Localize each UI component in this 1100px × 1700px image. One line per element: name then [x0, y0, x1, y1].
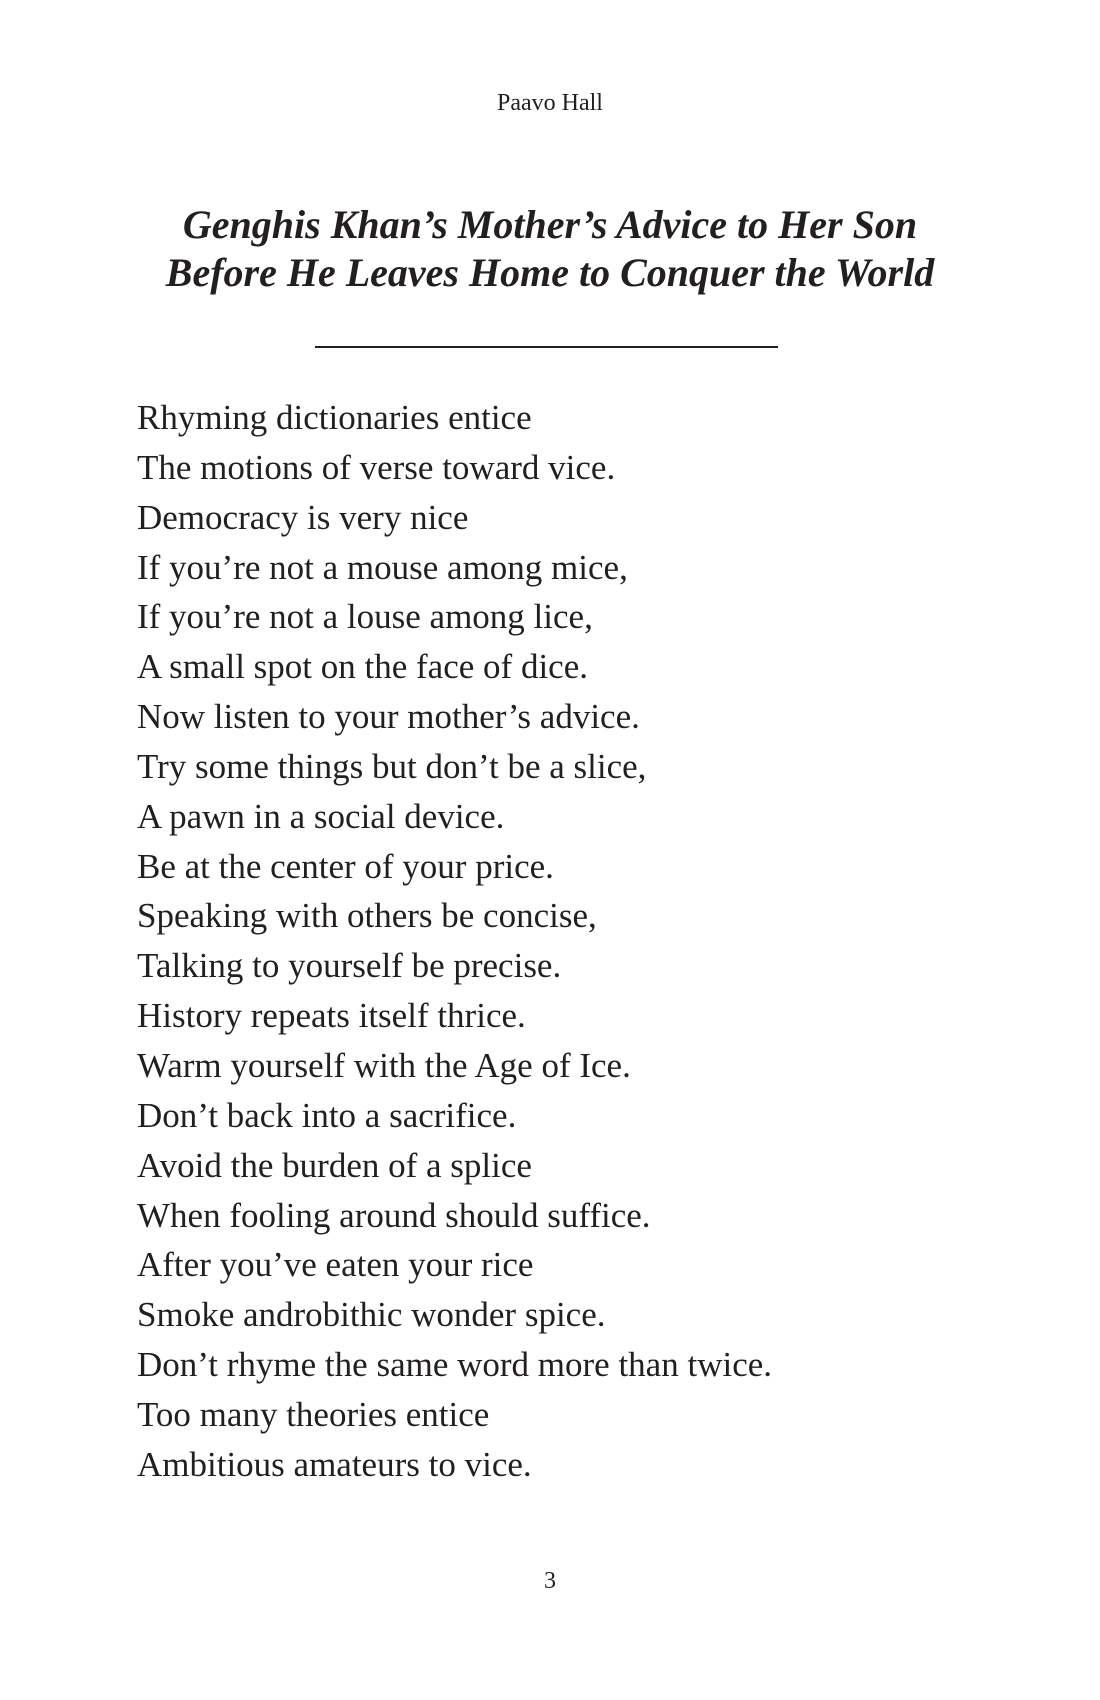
poem-line: Now listen to your mother’s advice.	[137, 697, 640, 737]
poem-line: Try some things but don’t be a slice,	[137, 746, 647, 786]
poem-line: Ambitious amateurs to vice.	[137, 1444, 532, 1484]
poem-line: After you’ve eaten your rice	[137, 1245, 534, 1285]
poem-body	[137, 393, 1037, 1490]
poem-line: If you’re not a louse among lice,	[137, 597, 593, 637]
poem-line: When fooling around should suffice.	[137, 1195, 651, 1235]
poem-line: Speaking with others be concise,	[137, 896, 597, 936]
poem-line: A pawn in a social device.	[137, 796, 505, 836]
poem-line: Avoid the burden of a splice	[137, 1145, 532, 1185]
poem-line: Too many theories entice	[137, 1394, 490, 1434]
poem-line: If you’re not a mouse among mice,	[137, 547, 628, 587]
poem-line: Don’t back into a sacrifice.	[137, 1095, 517, 1135]
page-number: 3	[544, 1568, 556, 1594]
poem-line: Talking to yourself be precise.	[137, 946, 562, 986]
poem-line: Rhyming dictionaries entice	[137, 398, 532, 437]
running-head-author: Paavo Hall	[497, 90, 603, 116]
poem-line: Smoke androbithic wonder spice.	[137, 1295, 606, 1335]
poem-title-line: Before He Leaves Home to Conquer the World	[165, 250, 935, 295]
poem-title	[0, 201, 1100, 297]
poem-line: Warm yourself with the Age of Ice.	[137, 1045, 631, 1085]
poem-line: Don’t rhyme the same word more than twice.	[137, 1345, 773, 1385]
poem-line: History repeats itself thrice.	[137, 996, 526, 1036]
poem-line: Be at the center of your price.	[137, 846, 554, 886]
poem-line: The motions of verse toward vice.	[137, 447, 616, 487]
poem-line: A small spot on the face of dice.	[137, 647, 588, 687]
title-divider	[315, 346, 778, 348]
poem-title-line: Genghis Khan’s Mother’s Advice to Her Son	[182, 202, 918, 247]
poem-line: Democracy is very nice	[137, 497, 469, 537]
